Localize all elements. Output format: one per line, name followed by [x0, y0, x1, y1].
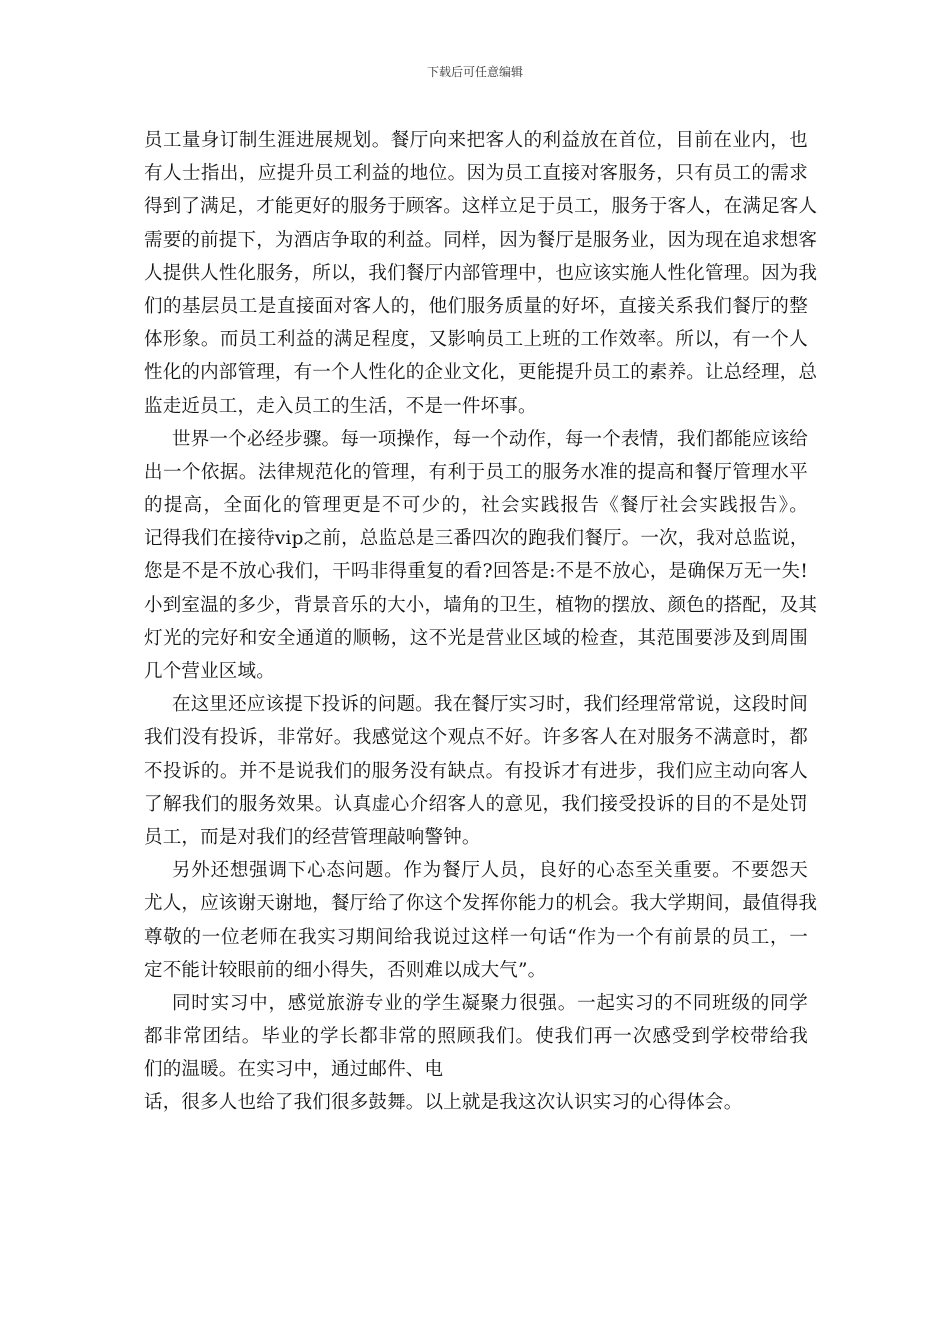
paragraph-2 — [144, 423, 818, 689]
text-line: 出一个依据。法律规范化的管理，有利于员工的服务水准的提高和餐厅管理水平 — [144, 461, 808, 483]
text-line: 监走近员工，走入员工的生活，不是一件坏事。 — [144, 395, 537, 417]
text-line: 有人士指出，应提升员工利益的地位。因为员工直接对客服务，只有员工的需求 — [144, 163, 808, 185]
text-line: 员工量身订制生涯进展规划。餐厅向来把客人的利益放在首位，目前在业内，也 — [144, 130, 808, 151]
text-line: 灯光的完好和安全通道的顺畅，这不光是营业区域的检查，其范围要涉及到周围 — [144, 627, 808, 649]
text-line: 不投诉的。并不是说我们的服务没有缺点。有投诉才有进步，我们应主动向客人 — [144, 760, 808, 782]
text-line: 另外还想强调下心态问题。作为餐厅人员，良好的心态至关重要。不要怨天 — [172, 860, 808, 882]
document-body — [144, 124, 818, 1120]
paragraph-5 — [144, 987, 808, 1120]
text-line: 人提供人性化服务，所以，我们餐厅内部管理中，也应该实施人性化管理。因为我 — [144, 262, 818, 284]
text-line: 小到室温的多少，背景音乐的大小，墙角的卫生，植物的摆放、颜色的搭配，及其 — [144, 594, 818, 616]
paragraph-1 — [144, 124, 818, 423]
text-line: 性化的内部管理，有一个人性化的企业文化，更能提升员工的素养。让总经理，总 — [144, 362, 818, 384]
text-line: 们的基层员工是直接面对客人的，他们服务质量的好坏，直接关系我们餐厅的整 — [144, 295, 808, 317]
text-line: 记得我们在接待vip之前，总监总是三番四次的跑我们餐厅。一次，我对总监说， — [144, 528, 809, 550]
text-line: 的提高，全面化的管理更是不可少的，社会实践报告《餐厅社会实践报告》。 — [144, 495, 808, 517]
paragraph-4 — [144, 854, 818, 987]
text-line: 了解我们的服务效果。认真虚心介绍客人的意见，我们接受投诉的目的不是处罚 — [144, 793, 808, 815]
text-line: 尤人，应该谢天谢地，餐厅给了你这个发挥你能力的机会。我大学期间，最值得我 — [144, 893, 818, 915]
text-line: 都非常团结。毕业的学长都非常的照顾我们。使我们再一次感受到学校带给我 — [144, 1026, 808, 1048]
text-line: 您是不是不放心我们，干吗非得重复的看?回答是:不是不放心，是确保万无一失! — [144, 561, 808, 583]
text-line: 世界一个必经步骤。每一项操作，每一个动作，每一个表情，我们都能应该给 — [172, 428, 808, 450]
text-line: 几个营业区域。 — [144, 661, 275, 682]
text-line: 话，很多人也给了我们很多鼓舞。以上就是我这次认识实习的心得体会。 — [144, 1092, 743, 1114]
text-line: 同时实习中，感觉旅游专业的学生凝聚力很强。一起实习的不同班级的同学 — [172, 992, 808, 1014]
text-line: 尊敬的一位老师在我实习期间给我说过这样一句话“作为一个有前景的员工，一 — [144, 926, 808, 948]
text-line: 体形象。而员工利益的满足程度，又影响员工上班的工作效率。所以，有一个人 — [144, 329, 808, 351]
page-header: 下载后可任意编辑 — [426, 65, 523, 79]
text-line: 定不能计较眼前的细小得失，否则难以成大气”。 — [144, 959, 547, 981]
text-line: 员工，而是对我们的经营管理敲响警钟。 — [144, 826, 481, 848]
text-line: 需要的前提下，为酒店争取的利益。同样，因为餐厅是服务业，因为现在追求想客 — [144, 229, 818, 251]
text-line: 们的温暖。在实习中，通过邮件、电 — [144, 1059, 444, 1081]
text-line: 得到了满足，才能更好的服务于顾客。这样立足于员工，服务于客人，在满足客人 — [144, 196, 818, 218]
paragraph-3 — [144, 688, 808, 854]
text-line: 在这里还应该提下投诉的问题。我在餐厅实习时，我们经理常常说，这段时间 — [172, 694, 808, 716]
text-line: 我们没有投诉，非常好。我感觉这个观点不好。许多客人在对服务不满意时，都 — [144, 727, 808, 749]
